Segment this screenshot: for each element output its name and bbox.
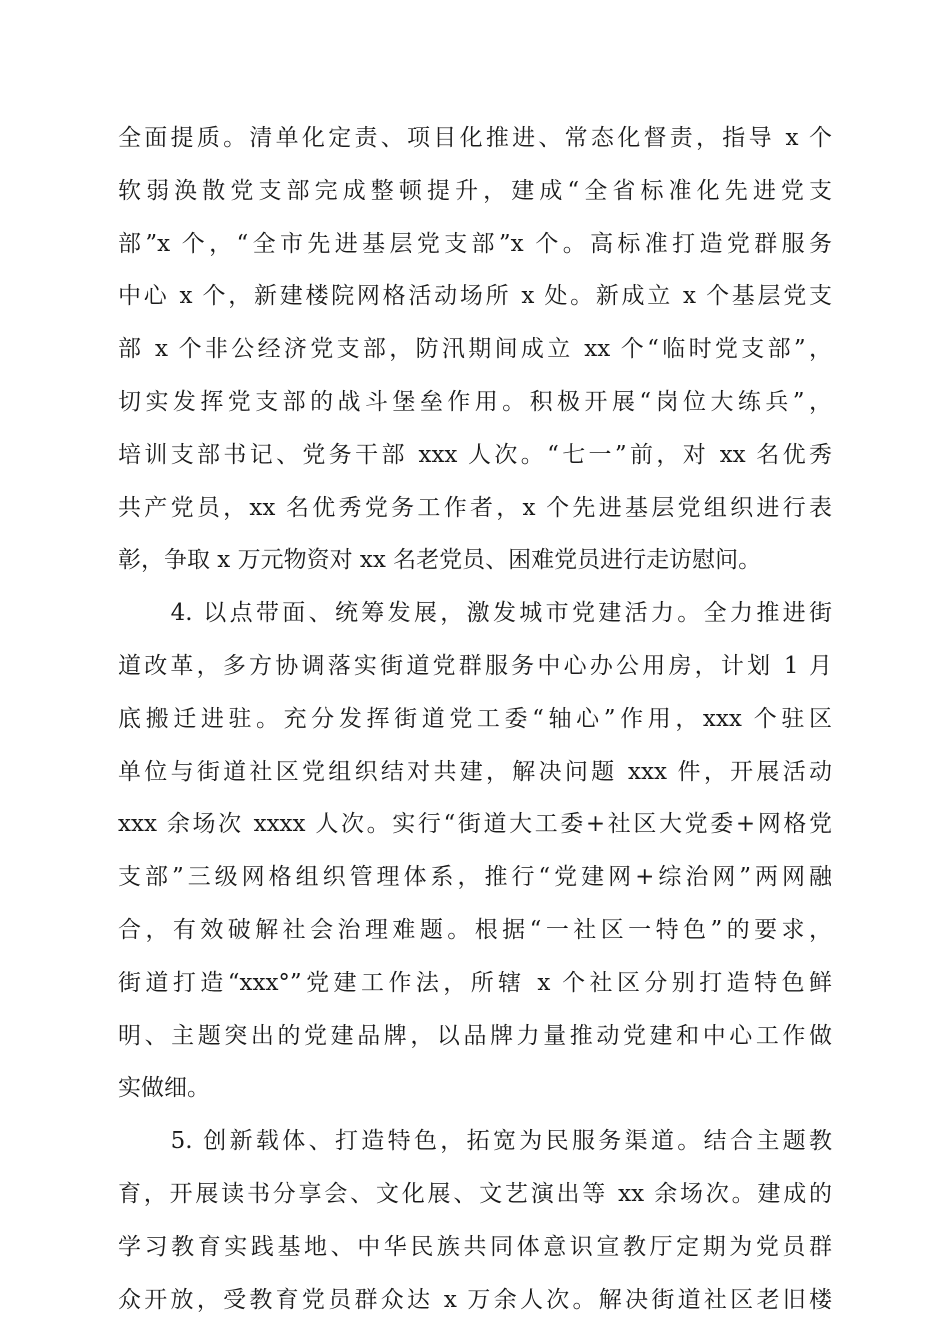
- section-heading-line: 5. 创新载体、打造特色，拓宽为民服务渠道。结合主题教: [118, 1128, 832, 1155]
- paragraph-end-line: 彰，争取 x 万元物资对 xx 名老党员、困难党员进行走访慰问。: [118, 547, 762, 574]
- text-line: 培训支部书记、党务干部 xxx 人次。“七一”前，对 xx 名优秀: [118, 441, 832, 468]
- text-line: 单位与街道社区党组织结对共建，解决问题 xxx 件，开展活动: [118, 758, 832, 785]
- text-line: 学习教育实践基地、中华民族共同体意识宣教厅定期为党员群: [118, 1233, 832, 1260]
- text-line: 部”x 个，“全市先进基层党支部”x 个。高标准打造党群服务: [118, 230, 832, 257]
- text-line: xxx 余场次 xxxx 人次。实行“街道大工委+社区大党委+网格党: [118, 811, 832, 838]
- body-text: [118, 112, 832, 1326]
- text-line: 软弱涣散党支部完成整顿提升，建成“全省标准化先进党支: [118, 177, 832, 204]
- text-line: 众开放，受教育党员群众达 x 万余人次。解决街道社区老旧楼: [118, 1286, 832, 1313]
- text-line: 共产党员，xx 名优秀党务工作者，x 个先进基层党组织进行表: [118, 494, 832, 521]
- text-line: 明、主题突出的党建品牌，以品牌力量推动党建和中心工作做: [118, 1022, 832, 1049]
- text-line: 切实发挥党支部的战斗堡垒作用。积极开展“岗位大练兵”，: [118, 388, 832, 415]
- text-line: 部 x 个非公经济党支部，防汛期间成立 xx 个“临时党支部”，: [118, 336, 832, 363]
- text-line: 道改革，多方协调落实街道党群服务中心办公用房，计划 1 月: [118, 652, 832, 679]
- text-line: 支部”三级网格组织管理体系，推行“党建网+综治网”两网融: [118, 864, 832, 891]
- section-heading-line: 4. 以点带面、统筹发展，激发城市党建活力。全力推进街: [118, 600, 832, 627]
- text-line: 底搬迁进驻。充分发挥街道党工委“轴心”作用，xxx 个驻区: [118, 705, 832, 732]
- text-line: 全面提质。清单化定责、项目化推进、常态化督责，指导 x 个: [118, 125, 832, 151]
- text-line: 合，有效破解社会治理难题。根据“一社区一特色”的要求，: [118, 916, 832, 943]
- text-line: 育，开展读书分享会、文化展、文艺演出等 xx 余场次。建成的: [118, 1180, 832, 1207]
- text-line: 中心 x 个，新建楼院网格活动场所 x 处。新成立 x 个基层党支: [118, 283, 832, 310]
- paragraph-end-line: 实做细。: [118, 1075, 210, 1102]
- text-line: 街道打造“xxx°”党建工作法，所辖 x 个社区分别打造特色鲜: [118, 969, 832, 996]
